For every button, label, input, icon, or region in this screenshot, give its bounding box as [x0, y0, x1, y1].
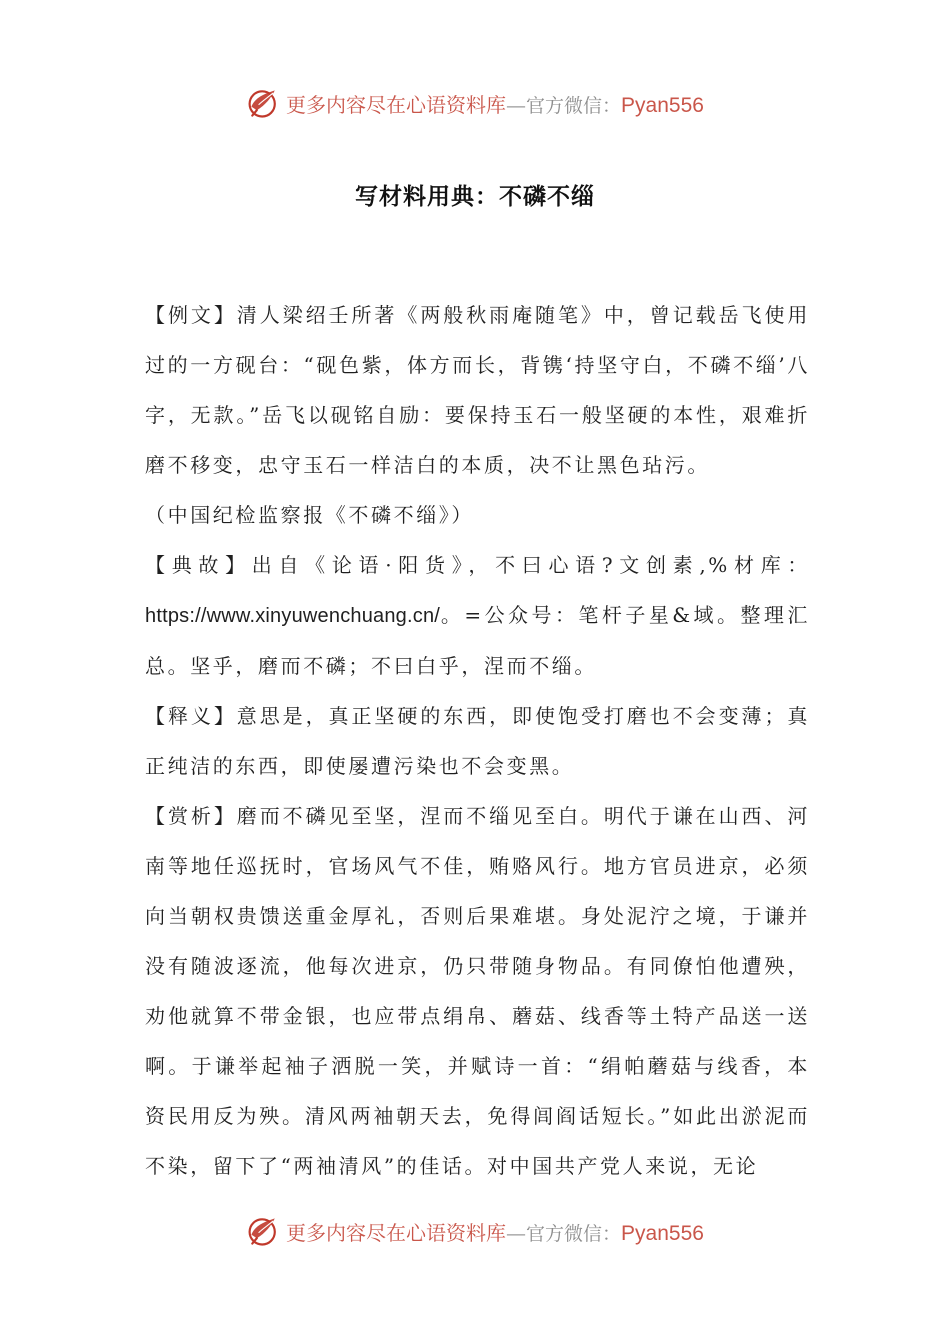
allusion-text: 出自《论语·阳货》，不曰心语?文创素,%材库：	[251, 553, 810, 577]
fountain-pen-logo-icon	[246, 85, 282, 121]
footer-banner	[0, 1209, 950, 1253]
allusion-label: 【典故】	[145, 553, 252, 577]
example-label: 【例文】	[145, 303, 237, 327]
source-url-link[interactable]: https://www.xinyuwenchuang.cn/	[145, 605, 441, 627]
example-source: （中国纪检监察报《不磷不缁》）	[145, 503, 474, 527]
article-body	[145, 290, 810, 1191]
banner-text	[286, 1217, 704, 1246]
banner-wechat-label: 官方微信：	[526, 94, 622, 117]
banner-wechat-label: 官方微信：	[526, 1222, 622, 1245]
meaning-paragraph	[145, 691, 810, 791]
banner-main-text: 更多内容尽在心语资料库	[286, 92, 507, 117]
banner-separator: —	[506, 1220, 527, 1245]
banner-separator: —	[506, 92, 527, 117]
analysis-text: 磨而不磷见至坚，涅而不缁见至白。明代于谦在山西、河南等地任巡抚时，官场风气不佳，贿赂风行。地方官员进京，必须向当朝权贵馈送重金厚礼，否则后果难堪。身处泥泞之境，于谦并没有随波逐流，他每次进京，仍只带随身物品。有同僚怕他遭殃，劝他就算不带金银，也应带点绢帛、蘑菇、线香等土特产品送一送啊。于谦举起袖子洒脱一笑，并赋诗一首：“绢帕蘑菇与线香，本资民用反为殃。清风两袖朝天去，免得闾阎话短长。”如此出淤泥而不染，留下了“两袖清风”的佳话。对中国共产党人来说，无论	[145, 804, 811, 1178]
header-banner	[0, 81, 950, 125]
banner-wechat-id: Pyan556	[621, 1221, 704, 1245]
banner-main-text: 更多内容尽在心语资料库	[286, 1220, 507, 1245]
meaning-label: 【释义】	[145, 704, 237, 728]
meaning-text: 意思是，真正坚硬的东西，即使饱受打磨也不会变薄；真正纯洁的东西，即使屡遭污染也不会变黑。	[145, 704, 811, 778]
analysis-label: 【赏析】	[145, 804, 237, 828]
fountain-pen-logo-icon	[246, 1213, 282, 1249]
example-paragraph	[145, 290, 810, 490]
analysis-paragraph	[145, 791, 810, 1191]
allusion-text-continued: 。=公众号：笔杆子星&域。整理汇总。坚乎，磨而不磷；不曰白乎，涅而不缁。	[145, 603, 810, 678]
banner-text	[286, 89, 704, 118]
banner-wechat-id: Pyan556	[621, 93, 704, 117]
page-title: 写材料用典：不磷不缁	[355, 184, 595, 210]
example-text: 清人梁绍壬所著《两般秋雨庵随笔》中，曾记载岳飞使用过的一方砚台：“砚色紫，体方而长，背镌‘持坚守白，不磷不缁’八字，无款。”岳飞以砚铭自励：要保持玉石一般坚硬的本性，艰难折磨不移变，忠守玉石一样洁白的本质，决不让黑色玷污。	[145, 303, 811, 477]
allusion-paragraph	[145, 540, 810, 691]
